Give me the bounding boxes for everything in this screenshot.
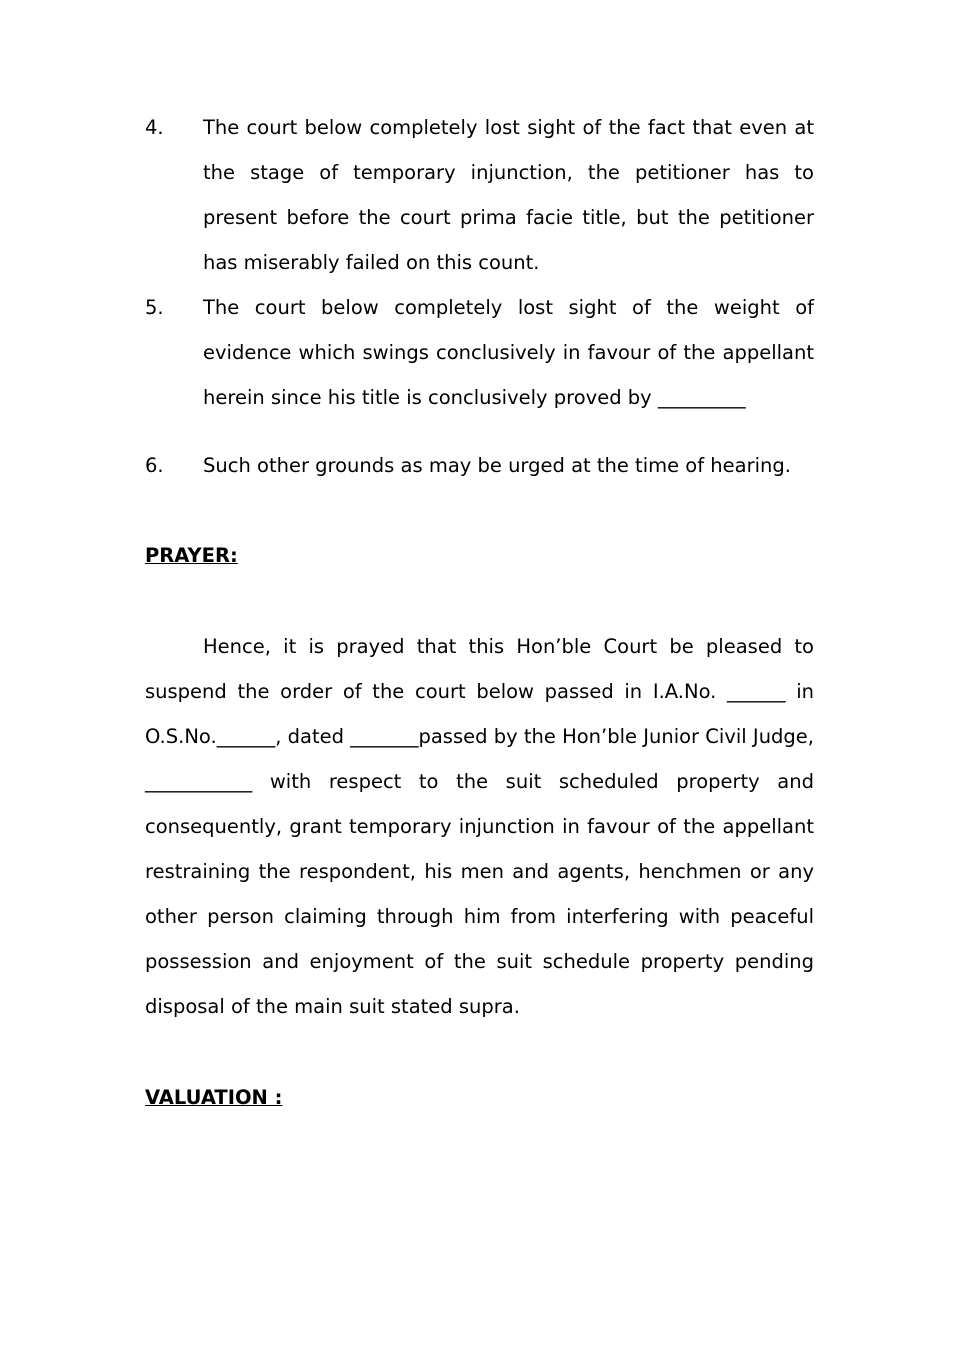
ground-text [203,105,814,285]
ground-line: herein since his title is conclusively proved by _________ [203,386,746,409]
prayer-line: ___________ with respect to the suit scheduled property and [145,770,814,793]
ground-line: evidence which swings conclusively in favour of the appellant [203,341,814,364]
ground-text [203,443,814,488]
ground-number: 5. [145,296,164,319]
ground-line: the stage of temporary injunction, the petitioner has to [203,161,814,184]
prayer-paragraph [145,624,814,1029]
ground-line: has miserably failed on this count. [203,251,540,274]
ground-line: The court below completely lost sight of the fact that even at [203,116,814,139]
ground-line: present before the court prima facie title, but the petitioner [203,206,814,229]
prayer-line: O.S.No.______, dated _______passed by the Hon’ble Junior Civil Judge, [145,725,814,748]
ground-item-5 [145,285,814,420]
prayer-line: disposal of the main suit stated supra. [145,995,520,1018]
ground-number: 6. [145,454,164,477]
prayer-heading: PRAYER: [145,544,238,567]
ground-item-6 [145,443,814,488]
prayer-line: possession and enjoyment of the suit schedule property pending [145,950,814,973]
prayer-line: restraining the respondent, his men and agents, henchmen or any [145,860,814,883]
ground-number: 4. [145,116,164,139]
ground-text [203,285,814,420]
ground-line: The court below completely lost sight of the weight of [203,296,814,319]
ground-item-4 [145,105,814,285]
prayer-line: Hence, it is prayed that this Hon’ble Court be pleased to [203,635,814,658]
prayer-line: other person claiming through him from interfering with peaceful [145,905,814,928]
ground-line: Such other grounds as may be urged at the time of hearing. [203,454,791,477]
valuation-heading: VALUATION : [145,1086,283,1109]
prayer-line: consequently, grant temporary injunction in favour of the appellant [145,815,814,838]
prayer-line: suspend the order of the court below passed in I.A.No. ______ in [145,680,814,703]
